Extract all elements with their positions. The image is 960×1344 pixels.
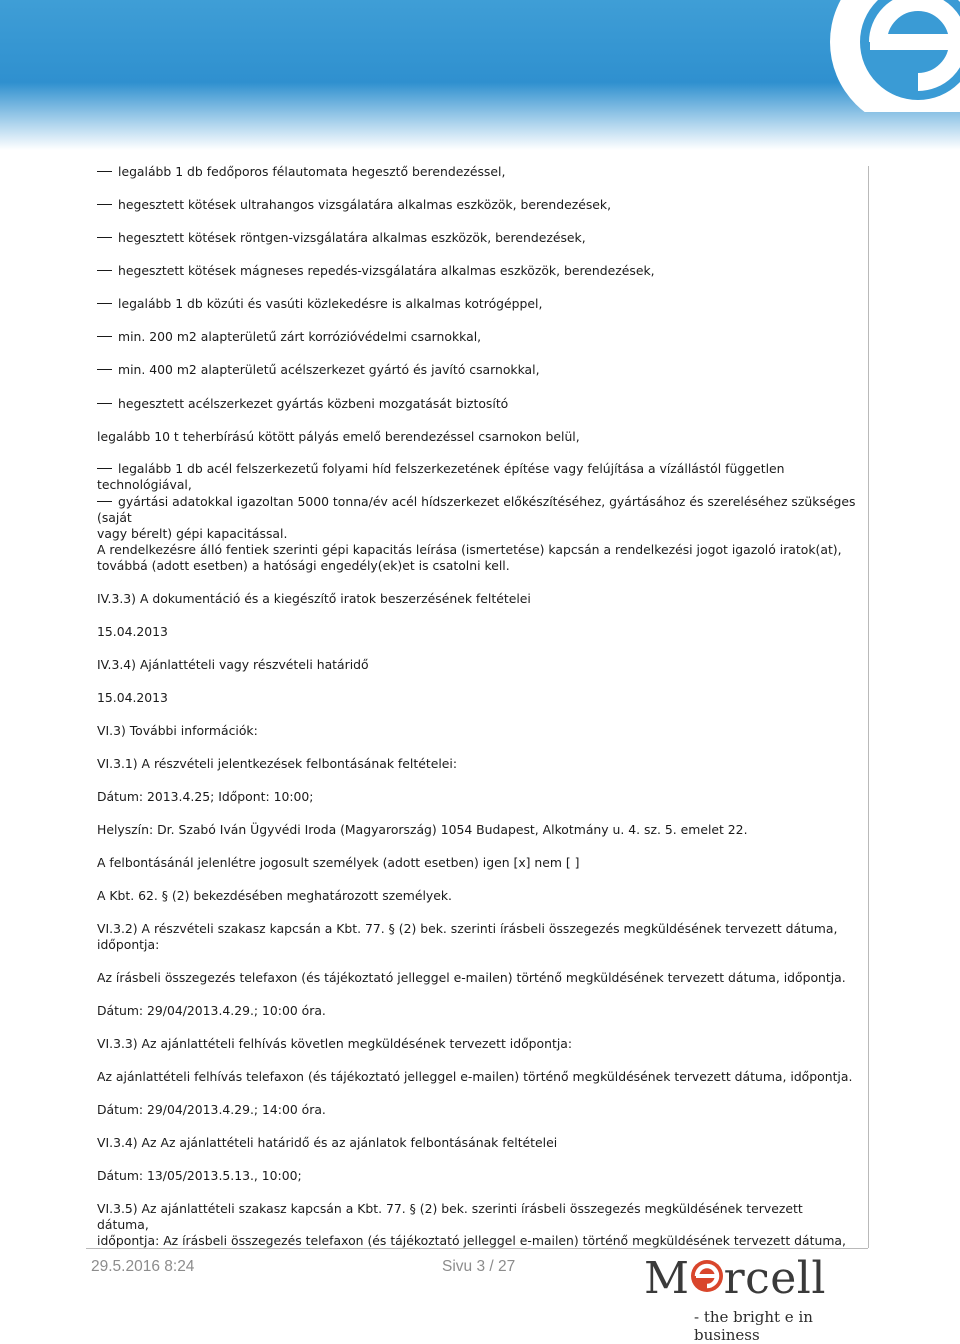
text-line [97,1036,857,1052]
dash-bullet-icon [97,303,112,304]
dash-bullet-icon [97,403,112,404]
line-text: Az írásbeli összegezés telefaxon (és tájékoztató jelleggel e-mailen) történő megküldésének tervezett dátuma, időpontja. [97,970,846,985]
text-line [97,591,857,607]
line-text: Helyszín: Dr. Szabó Iván Ügyvédi Iroda (Magyarország) 1054 Budapest, Alkotmány u. 4. sz. 5. emelet 22. [97,822,748,837]
line-text: hegesztett kötések röntgen-vizsgálatára alkalmas eszközök, berendezések, [118,230,586,245]
bullet-item [97,263,857,279]
line-text: A felbontásánál jelenlétre jogosult személyek (adott esetben) igen [x] nem [ ] [97,855,580,870]
dash-bullet-icon [97,468,112,469]
text-line [97,1003,857,1019]
bullet-item [97,230,857,246]
dash-bullet-icon [97,270,112,271]
line-text: A Kbt. 62. § (2) bekezdésében meghatározott személyek. [97,888,452,903]
text-line [97,624,857,640]
text-line [97,723,857,739]
line-text: 15.04.2013 [97,690,168,705]
text-line [97,1201,857,1249]
brand-e-icon [690,1259,724,1293]
text-line [97,888,857,904]
text-line [97,1168,857,1184]
text-line [97,1102,857,1118]
line-text: hegesztett kötések ultrahangos vizsgálatára alkalmas eszközök, berendezések, [118,197,612,212]
footer-rule [86,1248,868,1249]
line-text: Dátum: 13/05/2013.5.13., 10:00; [97,1168,302,1183]
bullet-item [97,362,857,378]
line-text: VI.3.4) Az Az ajánlattételi határidő és az ajánlatok felbontásának feltételei [97,1135,558,1150]
dash-bullet-icon [97,501,112,502]
text-line [97,657,857,673]
line-text: legalább 10 t teherbírású kötött pályás emelő berendezéssel csarnokon belül, [97,429,580,444]
line-text: 15.04.2013 [97,624,168,639]
brand-tagline: - the bright e in business [694,1308,813,1344]
line-text: legalább 1 db fedőporos félautomata hegesztő berendezéssel, [118,164,506,179]
text-line [97,855,857,871]
text-line [97,542,857,574]
text-line [97,789,857,805]
text-line [97,429,857,445]
line-text: VI.3) További információk: [97,723,258,738]
bullet-item [97,461,857,493]
line-text: IV.3.4) Ajánlattételi vagy részvételi határidő [97,657,369,672]
line-text: hegesztett acélszerkezet gyártás közbeni mozgatását biztosító [118,396,509,411]
brand-name [644,1250,826,1308]
line-text: VI.3.5) Az ajánlattételi szakasz kapcsán a Kbt. 77. § (2) bek. szerinti írásbeli összegezés megküldésének tervezett dátuma, időpontja: Az írásbeli összegezés telefaxon (és tájékoztató jelleggel e-mailen) történő megküldésének tervezett dátuma, [97,1201,846,1248]
text-line [97,756,857,772]
line-text: legalább 1 db acél felszerkezetű folyami híd felszerkezetének építése vagy felújítása a vízállástól független technológiával, [97,461,789,492]
dash-bullet-icon [97,204,112,205]
marcell-brand-logo [644,1250,874,1344]
line-text: hegesztett kötések mágneses repedés-vizsgálatára alkalmas eszközök, berendezések, [118,263,655,278]
bullet-item [97,396,857,412]
line-text: legalább 1 db közúti és vasúti közlekedésre is alkalmas kotrógéppel, [118,296,543,311]
brand-name-left: M [644,1253,690,1304]
line-text: VI.3.2) A részvételi szakasz kapcsán a Kbt. 77. § (2) bek. szerinti írásbeli összegezés megküldésének tervezett dátuma, időpontja: [97,921,838,952]
bullet-item [97,197,857,213]
line-text: min. 400 m2 alapterületű acélszerkezet gyártó és javító csarnokkal, [118,362,540,377]
bullet-item [97,494,857,542]
text-line [97,921,857,953]
line-text: VI.3.1) A részvételi jelentkezések felbontásának feltételei: [97,756,458,771]
line-text: Az ajánlattételi felhívás telefaxon (és tájékoztató jelleggel e-mailen) történő megküldésének tervezett dátuma, időpontja. [97,1069,853,1084]
bullet-item [97,329,857,345]
bullet-item [97,164,857,180]
footer-datetime: 29.5.2016 8:24 [91,1258,195,1275]
e-logo-icon [820,0,960,112]
line-text: Dátum: 29/04/2013.4.29.; 10:00 óra. [97,1003,326,1018]
dash-bullet-icon [97,336,112,337]
text-line [97,970,857,986]
text-line [97,822,857,838]
line-text: min. 200 m2 alapterületű zárt korrózióvédelmi csarnokkal, [118,329,482,344]
header-band [0,0,960,150]
text-line [97,690,857,706]
line-text: A rendelkezésre álló fentiek szerinti gépi kapacitás leírása (ismertetése) kapcsán a rendelkezési jogot igazoló iratok(at), továbbá (adott esetben) a hatósági engedély(ek)et is csatolni kell. [97,542,842,573]
dash-bullet-icon [97,237,112,238]
text-line [97,1135,857,1151]
line-text: VI.3.3) Az ajánlattételi felhívás követlen megküldésének tervezett időpontja: [97,1036,573,1051]
text-line [97,1069,857,1085]
line-text: gyártási adatokkal igazoltan 5000 tonna/év acél hídszerkezet előkészítéséhez, gyártásához és szereléséhez szükséges (saját vagy bérelt) gépi kapacitással. [97,494,856,541]
dash-bullet-icon [97,369,112,370]
brand-name-right: rcell [723,1253,826,1304]
line-text: Dátum: 2013.4.25; Időpont: 10:00; [97,789,314,804]
line-text: IV.3.3) A dokumentáció és a kiegészítő iratok beszerzésének feltételei [97,591,531,606]
line-text: Dátum: 29/04/2013.4.29.; 14:00 óra. [97,1102,326,1117]
bullet-item [97,296,857,312]
dash-bullet-icon [97,171,112,172]
footer-page-number: Sivu 3 / 27 [442,1258,516,1275]
